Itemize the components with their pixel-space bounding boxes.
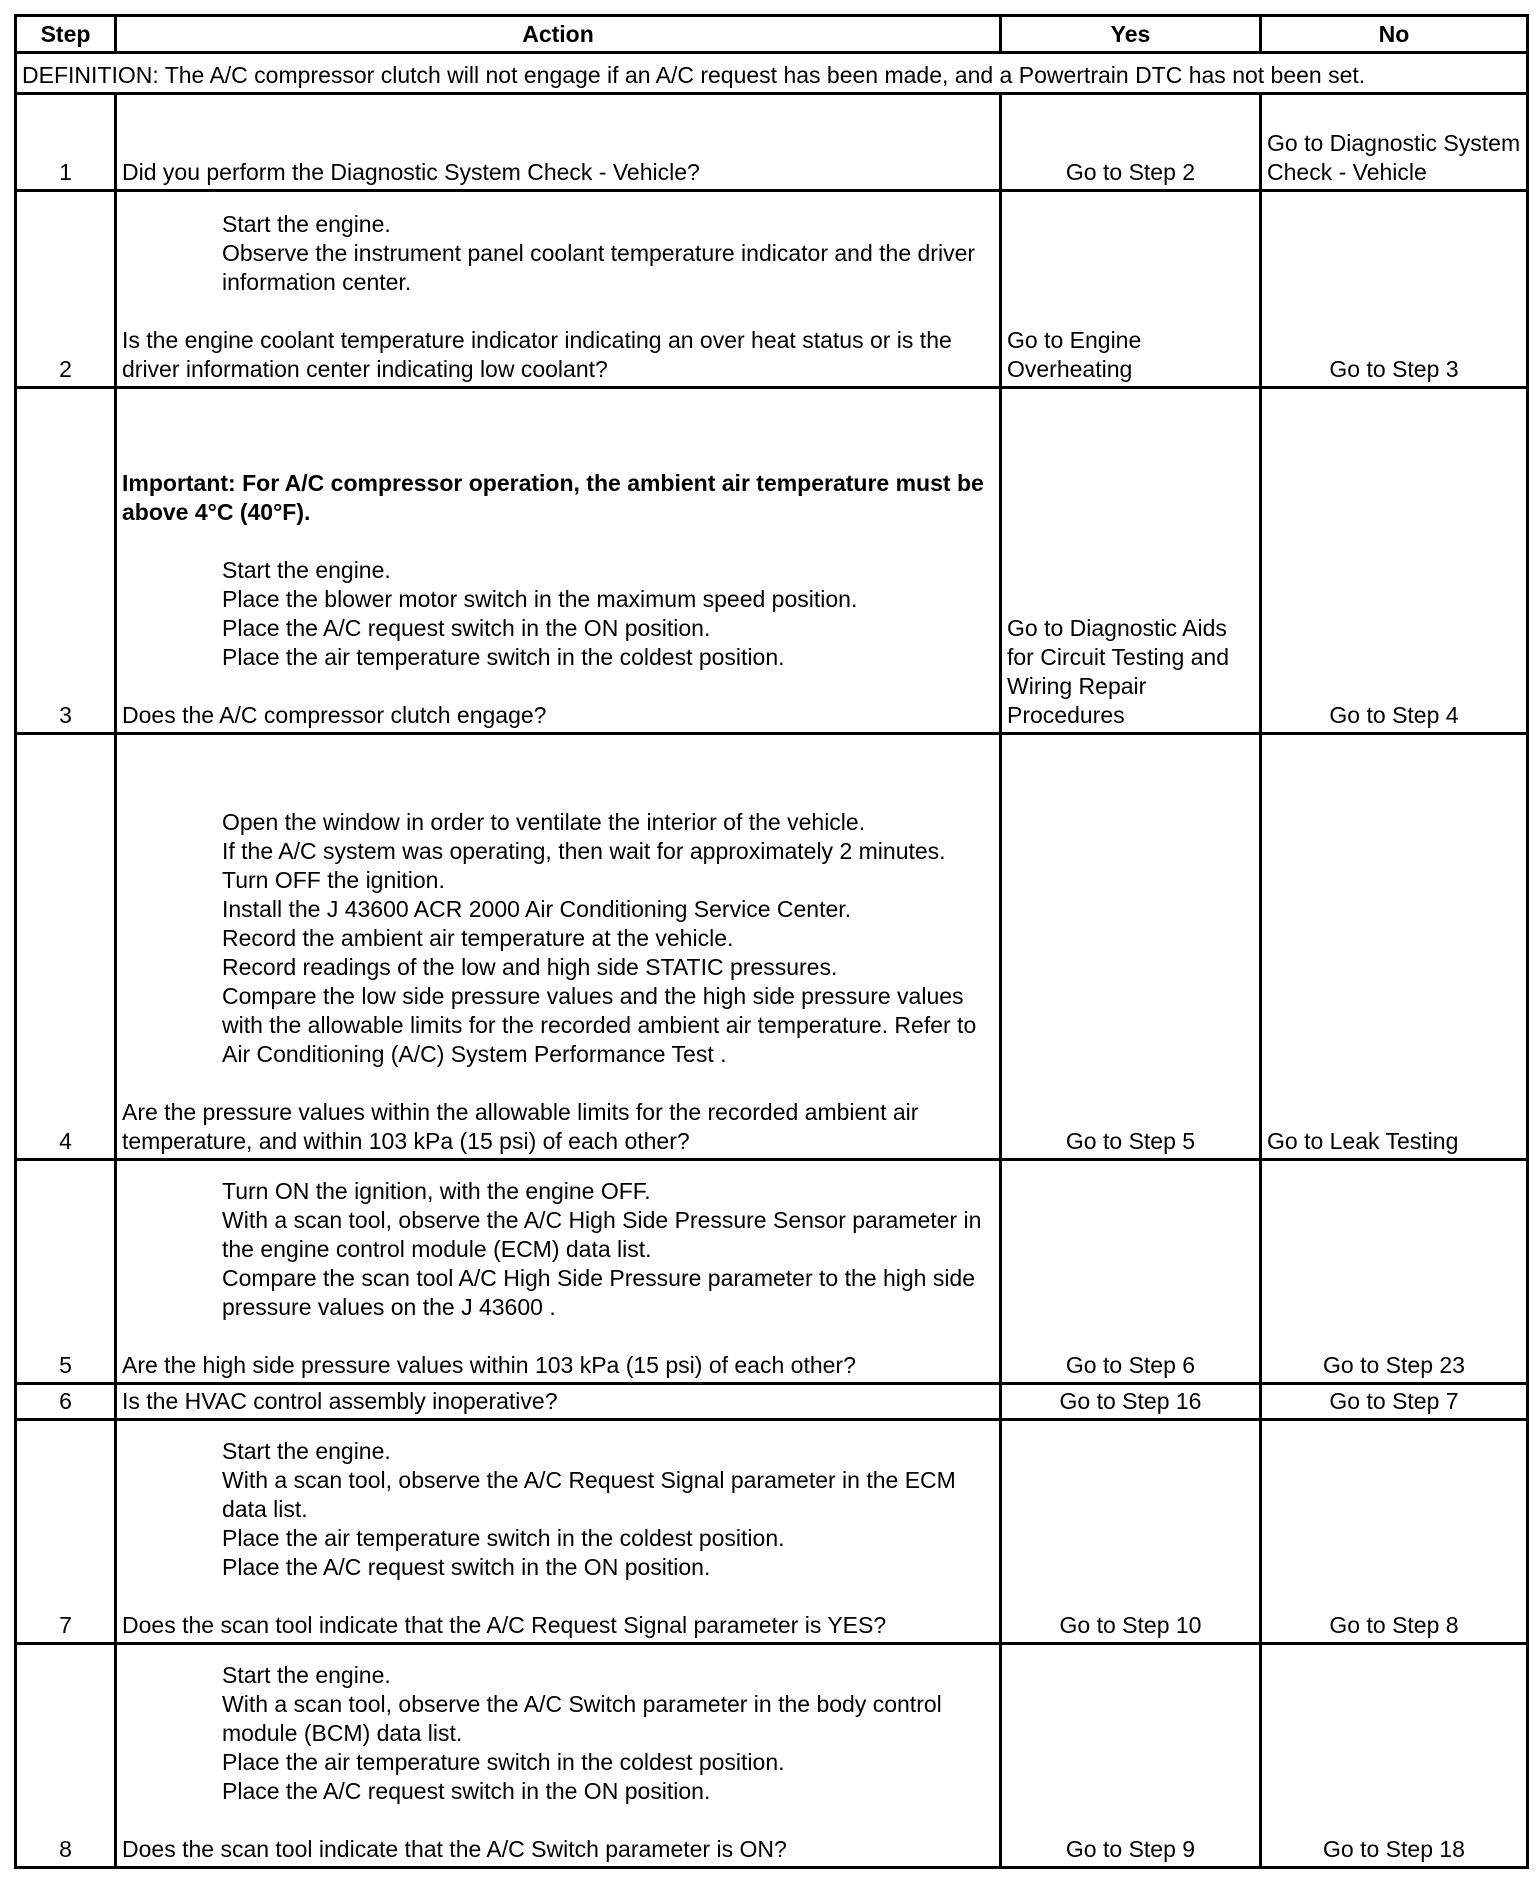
action-cell <box>116 388 1001 734</box>
substep-text: Compare the low side pressure values and the high side pressure values with the allowable limits for the recorded ambient air temperature. Refer to Air Conditioning (A/C) System Performance Test . <box>222 983 977 1067</box>
step-number: 7 <box>16 1420 116 1644</box>
action-cell <box>116 94 1001 191</box>
substep-text: Open the window in order to ventilate the interior of the vehicle. <box>222 809 866 835</box>
header-yes: Yes <box>1001 16 1261 53</box>
substep-text: Place the A/C request switch in the ON position. <box>222 1554 711 1580</box>
step-number: 1 <box>16 94 116 191</box>
no-cell: Go to Diagnostic System Check - Vehicle <box>1261 94 1528 191</box>
action-cell <box>116 734 1001 1160</box>
substep-text: Start the engine. <box>222 557 391 583</box>
definition-row <box>16 53 1528 94</box>
substep-text: With a scan tool, observe the A/C Switch parameter in the body control module (BCM) data list. <box>222 1691 942 1746</box>
action-cell <box>116 191 1001 388</box>
table-row <box>16 191 1528 388</box>
substep-text: Place the air temperature switch in the coldest position. <box>222 1525 785 1551</box>
no-cell: Go to Step 4 <box>1261 388 1528 734</box>
question-text: Are the pressure values within the allowable limits for the recorded ambient air temperature, and within 103 kPa (15 psi) of each other? <box>122 1099 919 1154</box>
question-text: Is the HVAC control assembly inoperative? <box>122 1388 558 1414</box>
no-cell: Go to Step 3 <box>1261 191 1528 388</box>
substep-text: Record the ambient air temperature at the vehicle. <box>222 925 734 951</box>
substep-text: Place the air temperature switch in the coldest position. <box>222 1749 785 1775</box>
table-row <box>16 94 1528 191</box>
step-number: 5 <box>16 1160 116 1384</box>
header-action: Action <box>116 16 1001 53</box>
table-row <box>16 1420 1528 1644</box>
question-text: Does the A/C compressor clutch engage? <box>122 702 547 728</box>
question-text: Are the high side pressure values within 103 kPa (15 psi) of each other? <box>122 1352 856 1378</box>
header-row <box>16 16 1528 53</box>
no-cell: Go to Leak Testing <box>1261 734 1528 1160</box>
yes-cell: Go to Step 2 <box>1001 94 1261 191</box>
substep-text: Start the engine. <box>222 1662 391 1688</box>
substep-text: Turn OFF the ignition. <box>222 867 445 893</box>
step-number: 8 <box>16 1644 116 1868</box>
table-row <box>16 1384 1528 1420</box>
definition-text: DEFINITION: The A/C compressor clutch will not engage if an A/C request has been made, and a Powertrain DTC has not been set. <box>16 53 1528 94</box>
yes-cell: Go to Step 6 <box>1001 1160 1261 1384</box>
yes-cell: Go to Step 5 <box>1001 734 1261 1160</box>
substep-text: Install the J 43600 ACR 2000 Air Conditioning Service Center. <box>222 896 852 922</box>
substep-text: Record readings of the low and high side STATIC pressures. <box>222 954 838 980</box>
no-cell: Go to Step 23 <box>1261 1160 1528 1384</box>
action-cell <box>116 1420 1001 1644</box>
substep-text: Observe the instrument panel coolant temperature indicator and the driver information center. <box>222 240 976 295</box>
action-cell <box>116 1384 1001 1420</box>
question-text: Is the engine coolant temperature indicator indicating an over heat status or is the driver information center indicating low coolant? <box>122 327 952 382</box>
substep-text: Place the A/C request switch in the ON position. <box>222 615 711 641</box>
substep-text: Turn ON the ignition, with the engine OFF. <box>222 1178 651 1204</box>
substep-text: If the A/C system was operating, then wait for approximately 2 minutes. <box>222 838 946 864</box>
table-row <box>16 1644 1528 1868</box>
question-text: Did you perform the Diagnostic System Check - Vehicle? <box>122 159 700 185</box>
substep-text: Place the air temperature switch in the coldest position. <box>222 644 785 670</box>
no-cell: Go to Step 18 <box>1261 1644 1528 1868</box>
substep-text: Place the blower motor switch in the maximum speed position. <box>222 586 858 612</box>
action-cell <box>116 1644 1001 1868</box>
table-row <box>16 1160 1528 1384</box>
substep-text: With a scan tool, observe the A/C High Side Pressure Sensor parameter in the engine control module (ECM) data list. <box>222 1207 982 1262</box>
question-text: Does the scan tool indicate that the A/C Switch parameter is ON? <box>122 1836 787 1862</box>
step-number: 2 <box>16 191 116 388</box>
substep-text: Start the engine. <box>222 211 391 237</box>
header-no: No <box>1261 16 1528 53</box>
important-note: Important: For A/C compressor operation, the ambient air temperature must be above 4°C (40°F). <box>122 470 984 525</box>
yes-cell: Go to Step 9 <box>1001 1644 1261 1868</box>
substep-text: Compare the scan tool A/C High Side Pressure parameter to the high side pressure values on the J 43600 . <box>222 1265 976 1320</box>
step-number: 6 <box>16 1384 116 1420</box>
step-number: 3 <box>16 388 116 734</box>
no-cell: Go to Step 8 <box>1261 1420 1528 1644</box>
header-step: Step <box>16 16 116 53</box>
diagnostic-table <box>14 14 1529 1869</box>
question-text: Does the scan tool indicate that the A/C Request Signal parameter is YES? <box>122 1612 887 1638</box>
substep-text: Place the A/C request switch in the ON position. <box>222 1778 711 1804</box>
table-row <box>16 734 1528 1160</box>
yes-cell: Go to Step 16 <box>1001 1384 1261 1420</box>
yes-cell: Go to Step 10 <box>1001 1420 1261 1644</box>
action-cell <box>116 1160 1001 1384</box>
step-number: 4 <box>16 734 116 1160</box>
substep-text: Start the engine. <box>222 1438 391 1464</box>
no-cell: Go to Step 7 <box>1261 1384 1528 1420</box>
substep-text: With a scan tool, observe the A/C Request Signal parameter in the ECM data list. <box>222 1467 956 1522</box>
yes-cell: Go to Engine Overheating <box>1001 191 1261 388</box>
table-row <box>16 388 1528 734</box>
yes-cell: Go to Diagnostic Aids for Circuit Testing and Wiring Repair Procedures <box>1001 388 1261 734</box>
